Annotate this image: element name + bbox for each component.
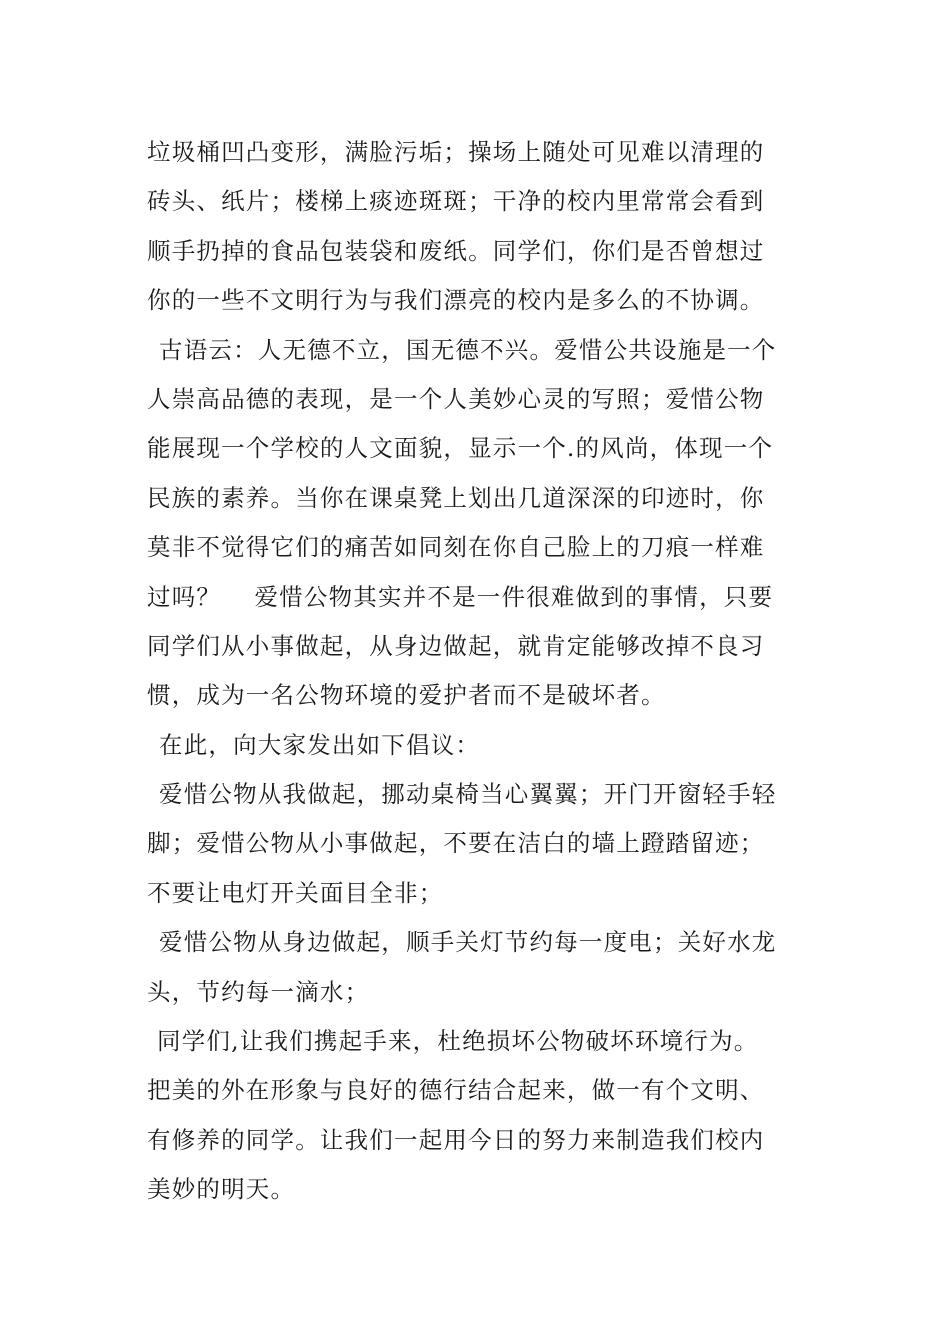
text-line: 脚；爱惜公物从小事做起，不要在洁白的墙上蹬踏留迹； <box>147 829 765 858</box>
text-line: 民族的素养。当你在课桌凳上划出几道深深的印迹时，你 <box>147 483 765 512</box>
text-line: 同学们从小事做起，从身边做起，就肯定能够改掉不良习 <box>147 631 765 660</box>
text-line: 在此，向大家发出如下倡议： <box>159 730 481 759</box>
paragraph-4 <box>147 770 807 918</box>
text-line: 你的一些不文明行为与我们漂亮的校内是多么的不协调。 <box>147 286 765 315</box>
text-line: 古语云：人无德不立，国无德不兴。爱惜公共设施是一个 <box>159 335 777 364</box>
paragraph-1 <box>147 128 807 326</box>
text-line: 人崇高品德的表现，是一个人美妙心灵的写照；爱惜公物 <box>147 384 765 413</box>
text-line: 惯，成为一名公物环境的爱护者而不是破坏者。 <box>147 681 666 710</box>
text-line: 头，节约每一滴水； <box>147 977 370 1006</box>
text-line: 有修养的同学。让我们一起用今日的努力来制造我们校内 <box>147 1125 765 1154</box>
text-line: 能展现一个学校的人文面貌，显示一个.的风尚，体现一个 <box>147 434 774 463</box>
document-body <box>147 128 807 1215</box>
text-line: 爱惜公物从我做起，挪动桌椅当心翼翼；开门开窗轻手轻 <box>159 780 777 809</box>
text-line: 美妙的明天。 <box>147 1175 296 1204</box>
text-line: 同学们,让我们携起手来，杜绝损坏公物破坏环境行为。 <box>157 1027 759 1056</box>
text-line: 垃圾桶凹凸变形，满脸污垢；操场上随处可见难以清理的 <box>147 138 765 166</box>
text-line: 不要让电灯开关面目全非； <box>147 878 444 907</box>
text-line: 把美的外在形象与良好的德行结合起来，做一有个文明、 <box>147 1076 765 1105</box>
paragraph-6 <box>147 1017 807 1215</box>
paragraph-5 <box>147 918 807 1017</box>
text-line: 莫非不觉得它们的痛苦如同刻在你自己脸上的刀痕一样难 <box>147 533 765 562</box>
text-line: 顺手扔掉的食品包装袋和废纸。同学们，你们是否曾想过 <box>147 236 765 265</box>
paragraph-2 <box>147 326 807 721</box>
text-line: 过吗？ 爱惜公物其实并不是一件很难做到的事情，只要 <box>147 582 774 611</box>
text-line: 爱惜公物从身边做起，顺手关灯节约每一度电；关好水龙 <box>159 928 777 957</box>
paragraph-3 <box>147 721 807 770</box>
text-line: 砖头、纸片；楼梯上痰迹斑斑；干净的校内里常常会看到 <box>147 187 765 216</box>
